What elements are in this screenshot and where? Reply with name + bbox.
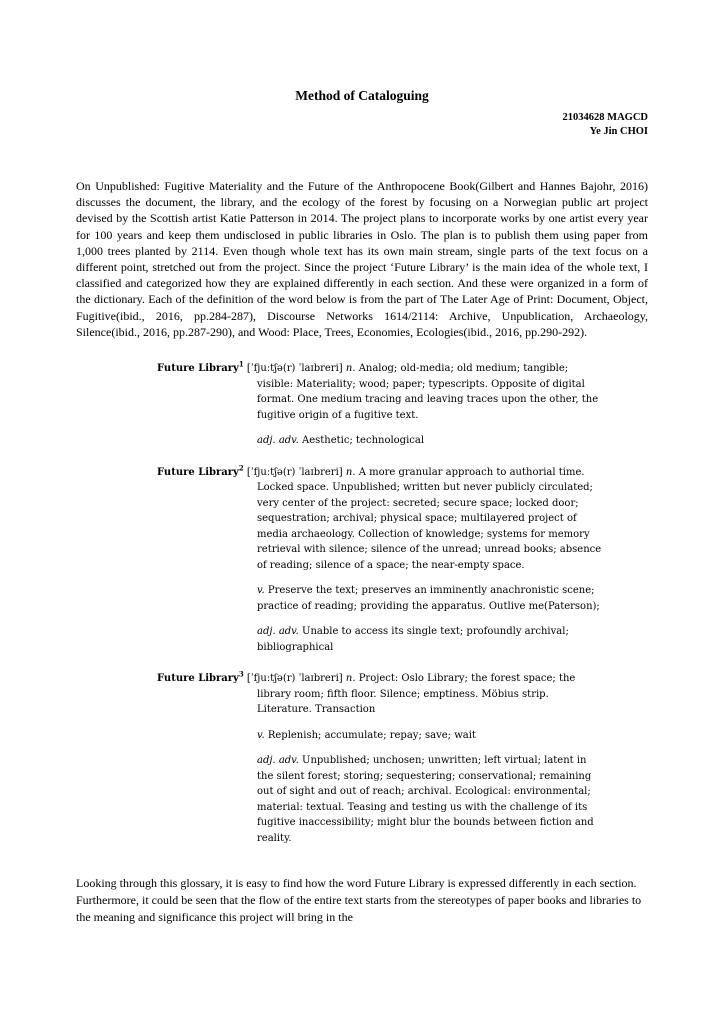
page-title: Method of Cataloguing xyxy=(295,88,429,103)
intro-paragraph: On Unpublished: Fugitive Materiality and the Future of the Anthropocene Book(Gilbert and Hannes Bajohr, 2016) discusses the document, the library, and the ecology of the forest by focusing on a Norwegian public art project devised by the Scottish artist Katie Patterson in 2014. The project plans to incorporate works by one artist every year for 100 years and keep them undisclosed in public libraries in Oslo. The plan is to publish them using paper from 1,000 trees planted by 2114. Even though whole text has its own main stream, single parts of the text focus on a different point, stretched out from the project. Since the project ‘Future Library’ is the main idea of the whole text, I classified and categorized how they are explained differently in each section. And these were organized in a form of the dictionary. Each of the definition of the word below is from the part of The Later Age of Print: Document, Object, Fugitive(ibid., 2016, pp.284-287), Discourse Networks 1614/2114: Archive, Unpublication, Archaeology, Silence(ibid., 2016, pp.287-290), and Wood: Place, Trees, Economies, Ecologies(ibid., 2016, pp.290-292). xyxy=(76,179,648,339)
entry-2-headword: Future Library$^2$ xyxy=(157,463,244,478)
sense-number: 2 xyxy=(238,463,244,473)
sense-number: 3 xyxy=(238,669,244,679)
glossary-entry-2 xyxy=(157,465,604,656)
entry-2-sense-verb xyxy=(157,583,604,614)
entry-2-definition xyxy=(157,465,604,574)
entry-2-sense-adj xyxy=(157,624,604,655)
entry-3-sense-verb xyxy=(157,728,604,744)
part-of-speech: n. xyxy=(345,673,356,685)
part-of-speech: v. xyxy=(257,729,265,741)
part-of-speech: adj. adv. xyxy=(257,755,299,767)
sense-text: Project: Oslo Library; the forest space; the library room; fifth floor. Silence; emptiness. Möbius strip. Literature. Transaction xyxy=(257,673,576,716)
sense-text: Unpublished; unchosen; unwritten; left virtual; latent in the silent forest; storing; sequestering; conservational; remaining out of sight and out of reach; archival. Ecological: environmental; material: textual. Teasing and testing us with the challenge of its fugitive inaccessibility; might blur the bounds between fiction and reality. xyxy=(257,755,594,844)
entry-3-pronunciation: [ˈfjuːtʃə(r) ˈlaɪbreri] xyxy=(246,673,343,685)
sense-text: Analog; old-media; old medium; tangible; visible: Materiality; wood; paper; typescripts. Opposite of digital format. One medium tracing and leaving traces upon the other, the fugitive origin of a fugitive text. xyxy=(257,363,599,421)
part-of-speech: adj. adv. xyxy=(257,435,299,447)
author-name-line: Ye Jin CHOI xyxy=(589,125,648,137)
sense-text: Replenish; accumulate; repay; save; wait xyxy=(267,729,476,741)
entry-2-pronunciation: [ˈfjuːtʃə(r) ˈlaɪbreri] xyxy=(246,466,343,478)
sense-text: Aesthetic; technological xyxy=(302,435,425,447)
entry-1-definition xyxy=(157,361,604,423)
entry-1-pronunciation: [ˈfjuːtʃə(r) ˈlaɪbreri] xyxy=(246,363,343,375)
glossary-section xyxy=(157,361,604,846)
entry-3-definition xyxy=(157,671,604,718)
entry-3-sense-adj xyxy=(157,753,604,846)
part-of-speech: n. xyxy=(345,466,356,478)
part-of-speech: v. xyxy=(257,585,265,597)
part-of-speech: adj. adv. xyxy=(257,626,299,638)
glossary-entry-3 xyxy=(157,671,604,846)
closing-paragraph: Looking through this glossary, it is easy to find how the word Future Library is expressed differently in each section. Furthermore, it could be seen that the flow of the entire text starts from the stereotypes of paper books and libraries to the meaning and significance this project will bring in the xyxy=(76,876,642,925)
sense-number: 1 xyxy=(238,359,244,369)
part-of-speech: n. xyxy=(345,363,356,375)
sense-text: Unable to access its single text; profoundly archival; bibliographical xyxy=(257,626,569,653)
sense-text: Preserve the text; preserves an imminently anachronistic scene; practice of reading; providing the apparatus. Outlive me(Paterson); xyxy=(257,585,600,612)
sense-text: A more granular approach to authorial time. Locked space. Unpublished; written but never publicly circulated; very center of the project: secreted; secure space; locked door; sequestration; archival; physical space; multilayered project of media archaeology. Collection of knowledge; systems for memory retrieval with silence; silence of the unread; unread books; absence of reading; silence of a space; the near-empty space. xyxy=(257,466,602,571)
author-block xyxy=(76,111,648,138)
author-id-line: 21034628 MAGCD xyxy=(562,112,648,123)
glossary-entry-1 xyxy=(157,361,604,449)
entry-3-headword: Future Library$^3$ xyxy=(157,669,244,685)
entry-1-headword: Future Library$^1$ xyxy=(157,359,244,375)
entry-1-sense xyxy=(157,433,604,449)
